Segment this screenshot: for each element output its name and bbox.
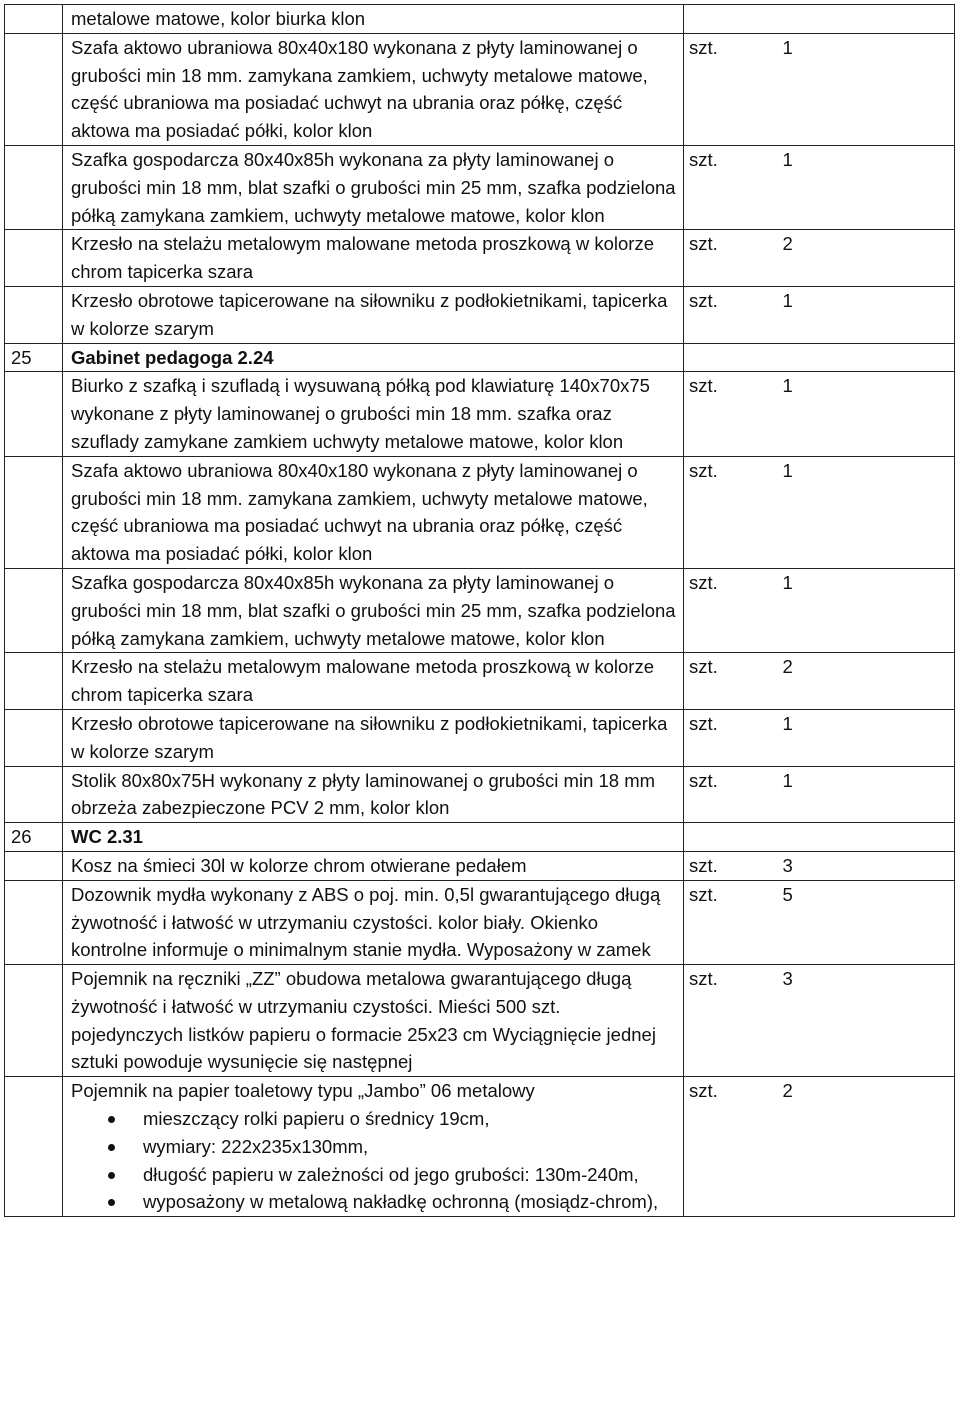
item-description xyxy=(63,1077,684,1217)
list-item: mieszczący rolki papieru o średnicy 19cm, xyxy=(71,1105,677,1133)
item-unit: szt. xyxy=(684,372,738,456)
item-quantity: 2 xyxy=(738,1077,955,1217)
item-description: Pojemnik na ręczniki „ZZ” obudowa metalowa gwarantującego długą żywotność i łatwość w utrzymaniu czystości. Mieści 500 szt. pojedynczych listków papieru o formacie 25x23 cm Wyciągnięcie jednej sztuki powoduje wysunięcie się następnej xyxy=(63,965,684,1077)
bullet-list xyxy=(71,1105,677,1216)
item-description: Szafka gospodarcza 80x40x85h wykonana za płyty laminowanej o grubości min 18 mm, blat szafki o grubości min 25 mm, szafka podzielona półką zamykana zamkiem, uchwyty metalowe matowe, kolor klon xyxy=(63,568,684,652)
item-unit: szt. xyxy=(684,456,738,568)
item-unit: szt. xyxy=(684,230,738,287)
section-number: 26 xyxy=(5,823,63,852)
item-description: Szafa aktowo ubraniowa 80x40x180 wykonana z płyty laminowanej o grubości min 18 mm. zamykana zamkiem, uchwyty metalowe matowe, część ubraniowa ma posiadać uchwyt na ubrania oraz półkę, część aktowa ma posiadać półki, kolor klon xyxy=(63,456,684,568)
item-description: Krzesło obrotowe tapicerowane na siłowniku z podłokietnikami, tapicerka w kolorze szarym xyxy=(63,286,684,343)
item-description: Krzesło na stelażu metalowym malowane metoda proszkową w kolorze chrom tapicerka szara xyxy=(63,653,684,710)
item-unit: szt. xyxy=(684,145,738,229)
row-number xyxy=(5,33,63,145)
row-number xyxy=(5,230,63,287)
section-number: 25 xyxy=(5,343,63,372)
item-unit: szt. xyxy=(684,965,738,1077)
item-description: Szafa aktowo ubraniowa 80x40x180 wykonana z płyty laminowanej o grubości min 18 mm. zamykana zamkiem, uchwyty metalowe matowe, część ubraniowa ma posiadać uchwyt na ubrania oraz półkę, część aktowa ma posiadać półki, kolor klon xyxy=(63,33,684,145)
item-description: Biurko z szafką i szufladą i wysuwaną półką pod klawiaturę 140x70x75 wykonane z płyty laminowanej o grubości min 18 mm. szafka oraz szuflady zamykane zamkiem uchwyty metalowe matowe, kolor klon xyxy=(63,372,684,456)
item-quantity: 1 xyxy=(738,456,955,568)
section-title: WC 2.31 xyxy=(63,823,684,852)
item-description: Krzesło na stelażu metalowym malowane metoda proszkową w kolorze chrom tapicerka szara xyxy=(63,230,684,287)
item-quantity xyxy=(738,5,955,34)
table-row xyxy=(5,372,955,456)
item-unit: szt. xyxy=(684,880,738,964)
item-description: Dozownik mydła wykonany z ABS o poj. min. 0,5l gwarantującego długą żywotność i łatwość w utrzymaniu czystości. kolor biały. Okienko kontrolne informuje o minimalnym stanie mydła. Wyposażony w zamek xyxy=(63,880,684,964)
item-quantity: 1 xyxy=(738,568,955,652)
table-row xyxy=(5,653,955,710)
item-description: Stolik 80x80x75H wykonany z płyty laminowanej o grubości min 18 mm obrzeża zabezpieczone PCV 2 mm, kolor klon xyxy=(63,766,684,823)
item-quantity: 1 xyxy=(738,33,955,145)
item-unit: szt. xyxy=(684,286,738,343)
item-description: Krzesło obrotowe tapicerowane na siłowniku z podłokietnikami, tapicerka w kolorze szarym xyxy=(63,709,684,766)
table-row xyxy=(5,1077,955,1217)
section-header-row xyxy=(5,823,955,852)
equipment-table xyxy=(4,4,955,1217)
item-quantity: 1 xyxy=(738,372,955,456)
item-intro: Pojemnik na papier toaletowy typu „Jambo” 06 metalowy xyxy=(71,1080,535,1102)
item-unit: szt. xyxy=(684,568,738,652)
list-item: wymiary: 222x235x130mm, xyxy=(71,1133,677,1161)
item-unit: szt. xyxy=(684,851,738,880)
item-quantity: 3 xyxy=(738,851,955,880)
item-unit xyxy=(684,5,738,34)
item-unit: szt. xyxy=(684,766,738,823)
row-number xyxy=(5,145,63,229)
item-unit: szt. xyxy=(684,33,738,145)
item-unit: szt. xyxy=(684,709,738,766)
item-quantity: 5 xyxy=(738,880,955,964)
table-row xyxy=(5,766,955,823)
item-quantity: 2 xyxy=(738,230,955,287)
table-row xyxy=(5,568,955,652)
item-unit: szt. xyxy=(684,1077,738,1217)
table-row xyxy=(5,33,955,145)
table-row xyxy=(5,5,955,34)
item-quantity: 1 xyxy=(738,766,955,823)
table-row xyxy=(5,145,955,229)
item-description: metalowe matowe, kolor biurka klon xyxy=(63,5,684,34)
table-row xyxy=(5,851,955,880)
table-row xyxy=(5,230,955,287)
table-row xyxy=(5,709,955,766)
list-item: długość papieru w zależności od jego grubości: 130m-240m, xyxy=(71,1161,677,1189)
table-row xyxy=(5,880,955,964)
section-header-row xyxy=(5,343,955,372)
item-quantity: 2 xyxy=(738,653,955,710)
section-title: Gabinet pedagoga 2.24 xyxy=(63,343,684,372)
row-number xyxy=(5,286,63,343)
item-quantity: 3 xyxy=(738,965,955,1077)
table-row xyxy=(5,286,955,343)
item-quantity: 1 xyxy=(738,709,955,766)
item-description: Szafka gospodarcza 80x40x85h wykonana za płyty laminowanej o grubości min 18 mm, blat szafki o grubości min 25 mm, szafka podzielona półką zamykana zamkiem, uchwyty metalowe matowe, kolor klon xyxy=(63,145,684,229)
table-row xyxy=(5,456,955,568)
table-row xyxy=(5,965,955,1077)
row-number xyxy=(5,5,63,34)
item-quantity: 1 xyxy=(738,286,955,343)
list-item: wyposażony w metalową nakładkę ochronną (mosiądz-chrom), xyxy=(71,1188,677,1216)
item-quantity: 1 xyxy=(738,145,955,229)
item-unit: szt. xyxy=(684,653,738,710)
item-description: Kosz na śmieci 30l w kolorze chrom otwierane pedałem xyxy=(63,851,684,880)
